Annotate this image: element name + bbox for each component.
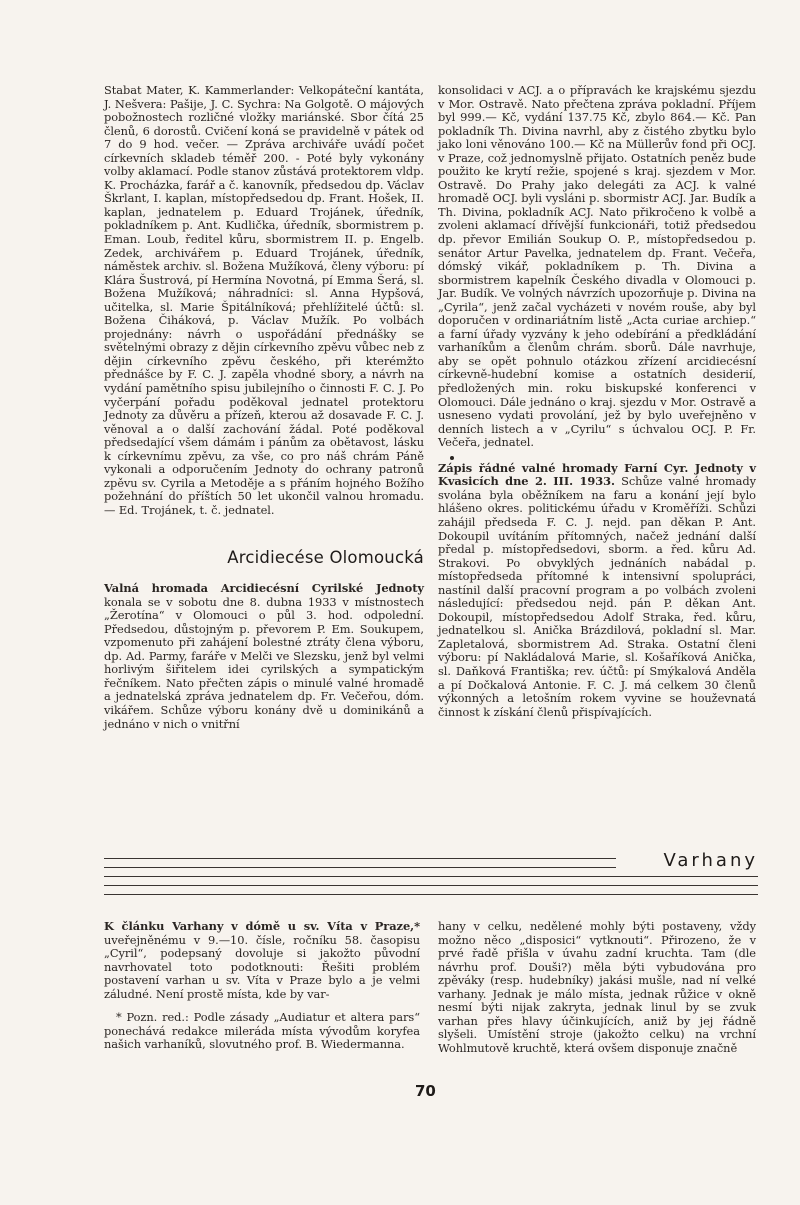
right-column-bottom	[438, 920, 756, 1055]
article-body: konala se v sobotu dne 8. dubna 1933 v místnostech „Žerotína“ v Olomouci o půl 3. hod. odpolední. Předsedou, důstojným p. převorem P. Em. Soukupem, vzpomenuto při zahájení bolestné ztráty člena výboru, dp. Ad. Parmy, faráře v Melči ve Slezsku, jenž byl velmi horlivým šiřitelem idei cyrilských a sympatickým řečníkem. Nato přečten zápis o minulé valné hromadě a jednatelská zpráva jednatelem dp. Fr. Večeřou, dóm. vikářem. Schůze výboru konány dvě u dominikánů a jednáno v nich o vnitřní	[104, 594, 424, 731]
article-title: K článku Varhany v dómě u sv. Víta v Praze,*	[104, 919, 420, 933]
left-column-bottom	[104, 920, 420, 1052]
rule-line	[104, 885, 758, 886]
article-kvasice	[438, 462, 756, 719]
section-heading-varhany: Varhany	[663, 850, 758, 871]
page-number: 70	[415, 1082, 436, 1100]
paragraph-continuation-right: konsolidaci v ACJ. a o přípravách ke krajskému sjezdu v Mor. Ostravě. Nato přečtena zpráva pokladní. Příjem byl 999.— Kč, vydání 137.75 Kč, zbylo 864.— Kč. Pan pokladník Th. Divina navrhl, aby z čistého zbytku bylo jako loni věnováno 100.— Kč na Müllerův fond při OCJ. v Praze, což jednomyslně přijato. Ostatních peněz bude použito ke krytí režie, spojené s kraj. sjezdem v Mor. Ostravě. Do Prahy jako delegáti za ACJ. k valné hromadě OCJ. byli vysláni p. sbormistr ACJ. Jar. Budík a Th. Divina, pokladník ACJ. Nato přikročeno k volbě a zvoleni aklamací dřívější funkcionáři, totiž předsedou dp. převor Emilián Soukup O. P., místopředsedou p. senátor Artur Pavelka, jednatelem dp. Frant. Večeřa, dómský vikář, pokladníkem p. Th. Divina a sbormistrem kapelník Českého divadla v Olomouci p. Jar. Budík. Ve volných návrzích upozorňuje p. Divina na „Cyrila“, jenž začal vycházeti v novém rouše, aby byl doporučen v ordinariátním listě „Acta curiae archiep.“ a farní úřady vyzvány k jeho odebírání a předkládání varhaníkům a členům chrám. sborů. Dále navrhuje, aby se opět pohnulo otázkou zřízení arcidiecésní církevně-hudební komise a ostatních desiderií, předložených min. roku biskupské konferenci v Olomouci. Dále jednáno o kraj. sjezdu v Mor. Ostravě a usneseno vydati provolání, jež by bylo uveřejněno v denních listech a v „Cyrilu“ s úchvalou OCJ. P. Fr. Večeřa, jednatel.	[438, 83, 756, 450]
rule-line	[104, 867, 616, 868]
article-title: Zápis řádné valné hromady Farní Cyr. Jednoty v Kvasicích dne 2. III. 1933.	[438, 460, 756, 489]
varhany-section-header	[104, 852, 758, 902]
left-column-top	[104, 84, 424, 731]
article-valna-hromada	[104, 582, 424, 731]
article-body: Schůze valné hromady svolána byla oběžníkem na faru a konání její bylo hlášeno okres. politickému úřadu v Kroměříži. Schůzi zahájil předseda F. C. J. nejd. pan děkan P. Ant. Dokoupil uvítáním přítomných, načež jednání další předal p. místopředsedovi, sborm. a řed. kůru Ad. Strakovi. Po obvyklých jednáních nabádal p. místopředseda přítomné k intensivní spolupráci, nastínil další pracovní program a po volbách zvoleni následující: předsedou nejd. pán P. děkan Ant. Dokoupil, místopředsedou Adolf Straka, řed. kůru, jednatelkou sl. Anička Brázdilová, pokladní sl. Mar. Zapletalová, sbormistrem Ad. Straka. Ostatní členi výboru: pí Nakládalová Marie, sl. Košaříková Anička, sl. Daňková Františka; rev. účtů: pí Smýkalová Anděla a pí Dočkalová Antonie. F. C. J. má celkem 30 členů výkonných a letošním rokem vyvine se houževnatá činnost k získání členů přispívajících.	[438, 474, 756, 719]
article-varhany-continued: hany v celku, nedělené mohly býti postaveny, vždy možno něco „disposici“ vytknouti“. Přirozeno, že v prvé řadě přišla v úvahu zadní kruchta. Tam (dle návrhu prof. Douši?) měla býti vybudována pro zpěváky (resp. hudebníky) jakási mušle, nad ní velké varhany. Jednak je málo místa, jednak růžice v okně nesmí býti nijak zakryta, jednak linul by se zvuk varhan přes hlavy účinkujících, aniž by jej řádně slyšeli. Umístění stroje (jakožto celku) na vrchní Wohlmutově kruchtě, která ovšem disponuje značně	[438, 919, 756, 1055]
rule-line	[104, 858, 616, 859]
article-title: Valná hromada Arcidiecésní Cyrilské Jednoty	[104, 581, 424, 596]
right-column-top	[438, 84, 756, 719]
paragraph-continuation-left: Stabat Mater, K. Kammerlander: Velkopáteční kantáta, J. Nešvera: Pašije, J. C. Sychra: Na Golgotě. O májových pobožnostech rozličné vložky mariánské. Sbor čítá 25 členů, 6 dorostů. Cvičení koná se pravidelně v pátek od 7 do 9 hod. večer. — Zpráva archiváře uvádí počet církevních skladeb téměř 200. - Poté byly vykonány volby aklamací. Podle stanov zůstává protektorem vldp. K. Procházka, farář a č. kanovník, předsedou dp. Václav Škrlant, I. kaplan, místopředsedou dp. Frant. Hošek, II. kaplan, jednatelem p. Eduard Trojánek, úředník, pokladníkem p. Ant. Kudlička, úředník, sbormistrem p. Eman. Loub, ředitel kůru, sbormistrem II. p. Engelb. Zedek, archivářem p. Eduard Trojánek, úředník, náměstek archiv. sl. Božena Mužíková, členy výboru: pí Klára Šustrová, pí Hermína Novotná, pí Emma Šerá, sl. Božena Mužíková; náhradníci: sl. Anna Hypšová, učitelka, sl. Marie Špitálníková; přehlížitelé účtů: sl. Božena Čiháková, p. Václav Mužík. Po volbách projednány: návrh o uspořádání přednášky se světelnými obrazy z dějin církevního zpěvu vůbec neb z dějin církevního zpěvu českého, při kterémžto přednášce by F. C. J. zapěla vhodné sbory, a návrh na vydání pamětního spisu jubilejního o činnosti F. C. J. Po vyčerpání pořadu poděkoval jednatel protektoru Jednoty za důvěru a přízeň, kterou až dosavade F. C. J. věnoval a o další zachování žádal. Poté poděkoval předsedající všem dámám i pánům za obětavost, lásku k církevnímu zpěvu, za vše, co pro náš chrám Páně vykonali a odporučením Jednoty do ochrany patronů zpěvu sv. Cyrila a Metoděje a s přáním hojného Božího požehnání do příštích 50 let ukončil valnou hromadu. — Ed. Trojánek, t. č. jednatel.	[104, 83, 424, 517]
rule-line	[104, 876, 758, 877]
footnote: * Pozn. red.: Podle zásady „Audiatur et altera pars“ ponechává redakce mileráda místa vývodům koryfea našich varhaníků, slovutného prof. B. Wiedermanna.	[104, 1010, 420, 1052]
bullet-icon	[450, 456, 454, 460]
article-varhany	[104, 920, 420, 1001]
section-heading-arcidiecese: Arcidiecése Olomoucká	[227, 547, 424, 567]
article-body: uveřejněnému v 9.—10. čísle, ročníku 58. časopisu „Cyril“, podepsaný dovoluje si jakožto původní navrhovatel toto podotknouti: Řešiti problém postavení varhan u sv. Víta v Praze bylo a je velmi záludné. Není prostě místa, kde by var-	[104, 932, 420, 1001]
rule-line	[104, 894, 758, 895]
